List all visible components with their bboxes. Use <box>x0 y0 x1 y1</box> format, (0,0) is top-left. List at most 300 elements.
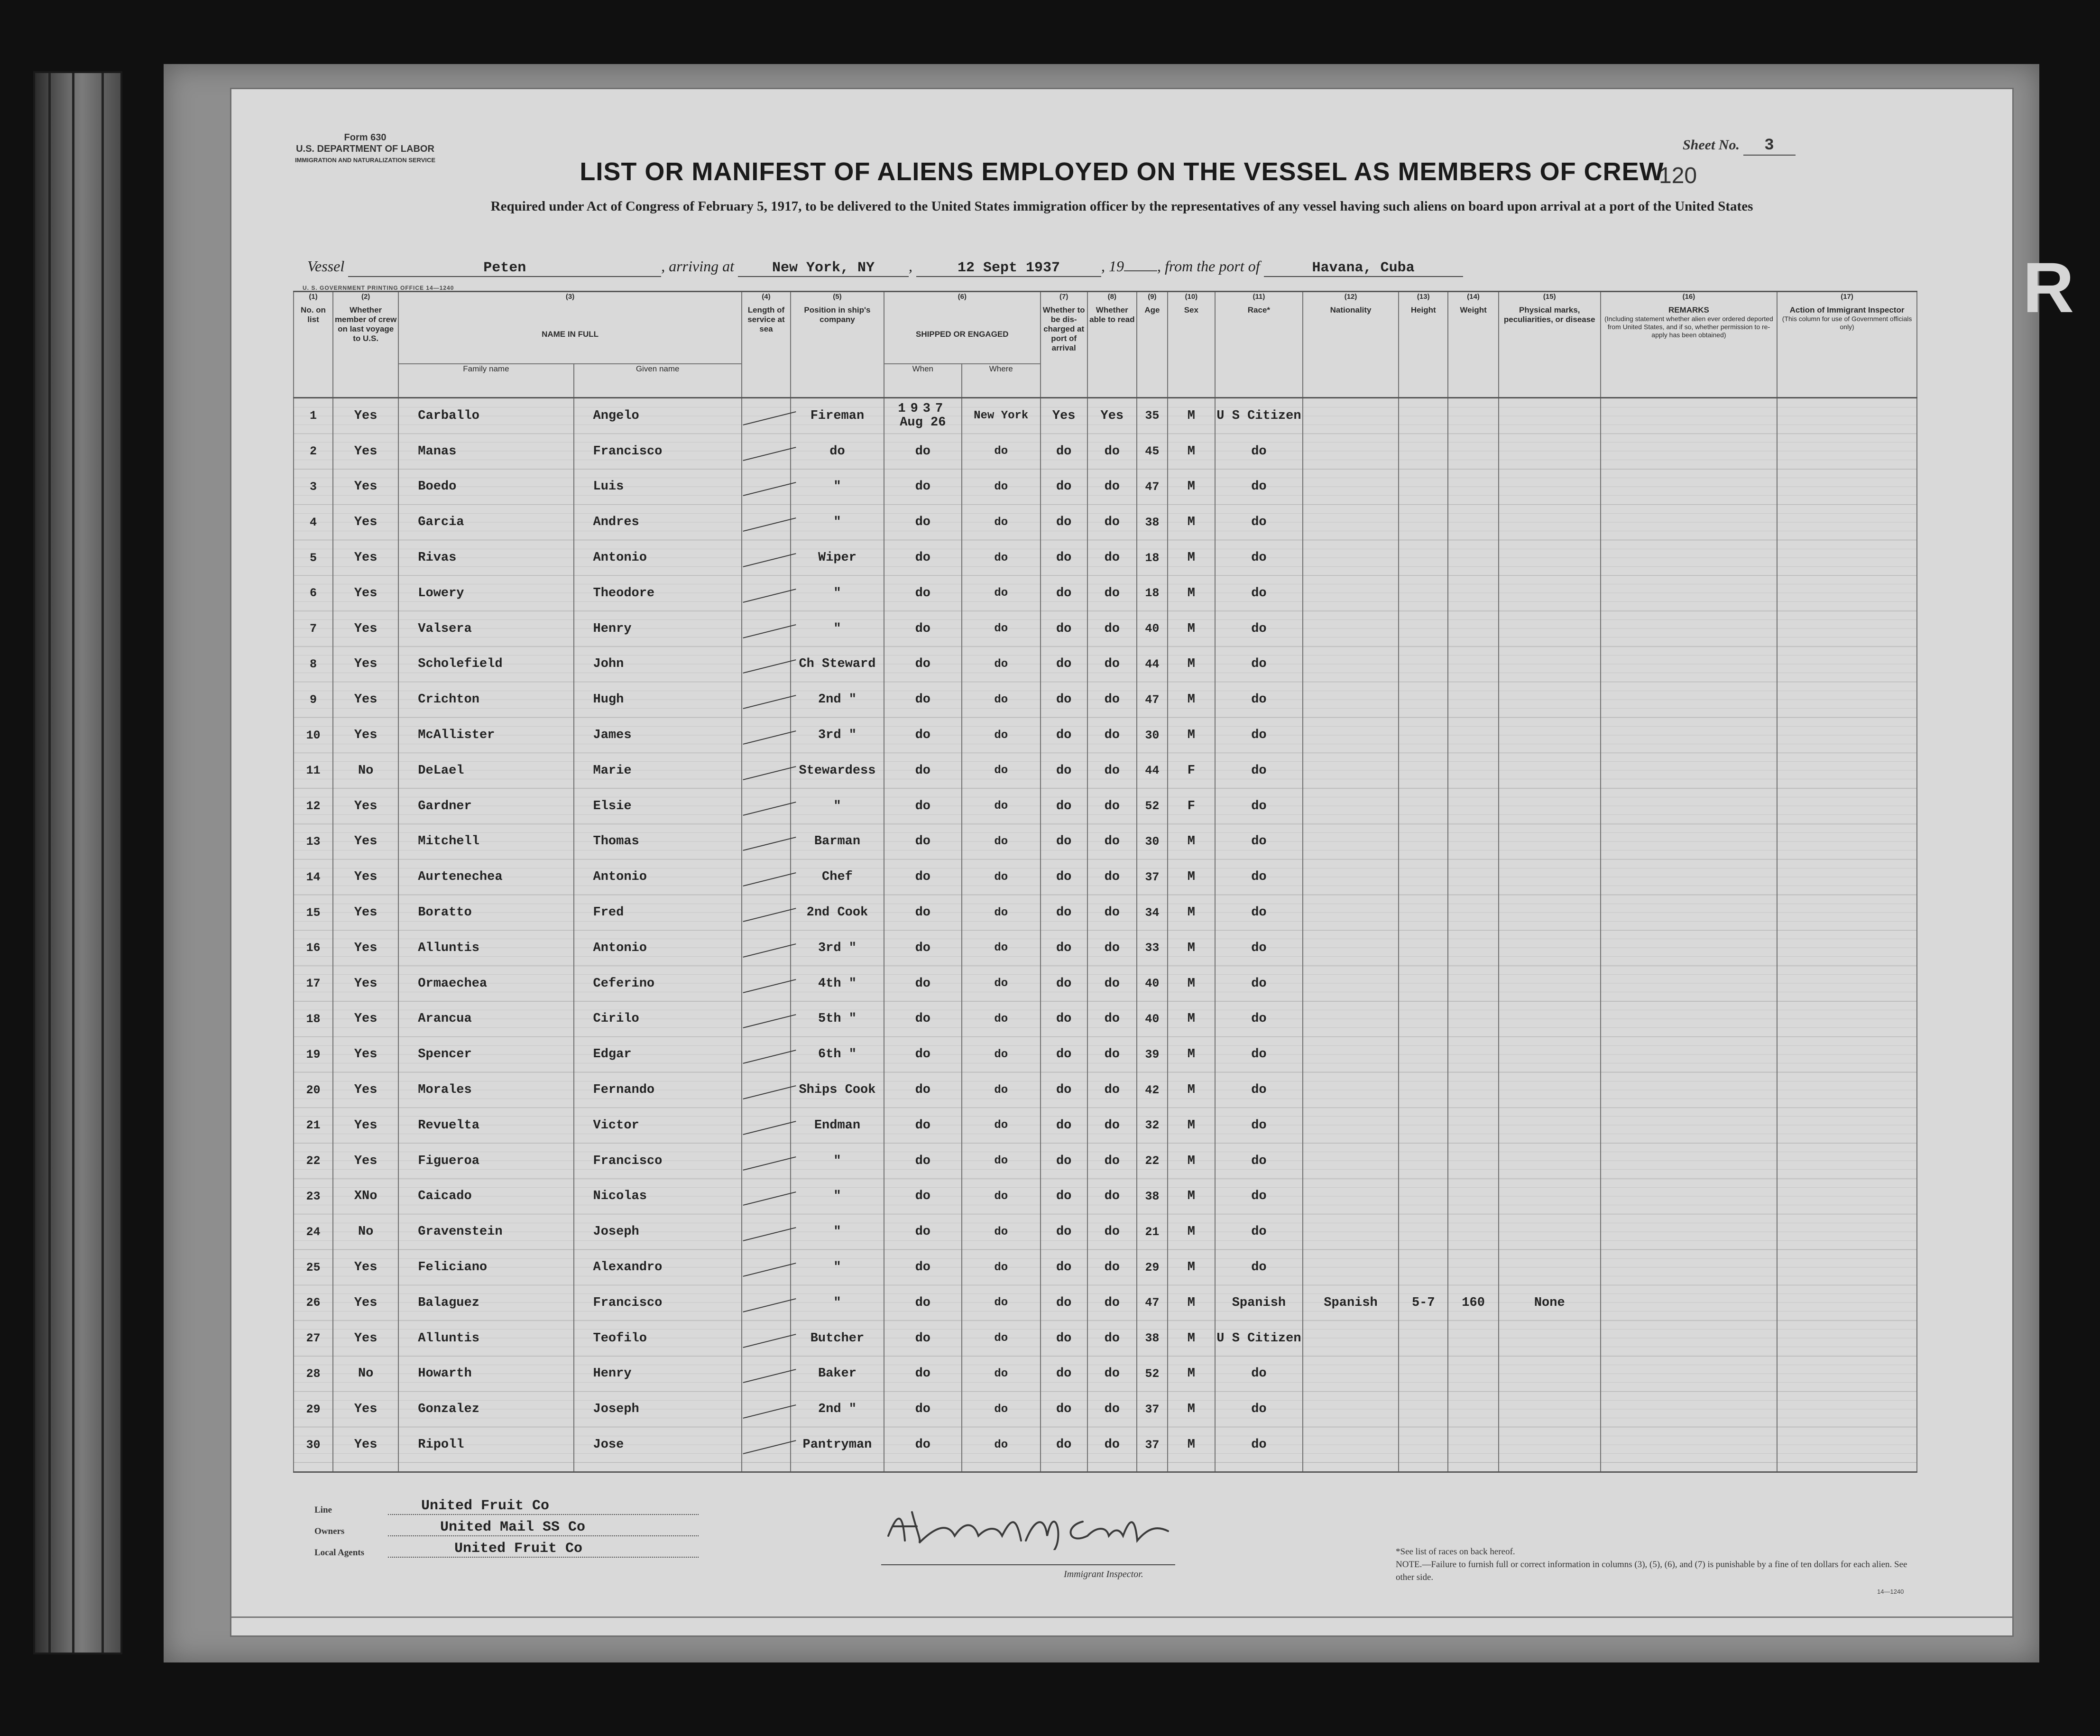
cell-nationality <box>1303 1179 1399 1214</box>
cell-remarks <box>1601 540 1777 576</box>
column-number: (2) <box>333 292 398 306</box>
cell-member-last-voyage: Yes <box>333 1250 398 1285</box>
cell-family-name: Valsera <box>398 611 573 646</box>
cell-discharged: do <box>1041 434 1087 469</box>
cell-physical-marks <box>1499 1143 1601 1179</box>
cell-position: Fireman <box>791 398 884 434</box>
cell-discharged: do <box>1041 1072 1087 1108</box>
bottom-cell <box>398 1462 573 1472</box>
cell-able-to-read: do <box>1087 1356 1137 1392</box>
cell-physical-marks <box>1499 930 1601 966</box>
print-code: 14—1240 <box>1877 1588 1904 1595</box>
cell-shipped-when: do <box>884 1143 962 1179</box>
cell-member-last-voyage: Yes <box>333 469 398 505</box>
cell-length-of-service <box>742 611 791 646</box>
cell-height <box>1399 1356 1448 1392</box>
agents-label <box>314 1548 364 1558</box>
cell-length-of-service <box>742 682 791 718</box>
cell-shipped-where: do <box>962 469 1041 505</box>
cell-height <box>1399 1001 1448 1037</box>
cell-row-number: 4 <box>294 505 333 540</box>
cell-length-of-service <box>742 646 791 682</box>
cell-weight: 160 <box>1448 1285 1498 1320</box>
dash-mark <box>743 660 796 674</box>
column-number: (6) <box>884 292 1041 306</box>
cell-given-name: Cirilo <box>574 1001 742 1037</box>
cell-row-number: 11 <box>294 753 333 788</box>
cell-sex: F <box>1168 753 1215 788</box>
cell-nationality <box>1303 718 1399 753</box>
cell-remarks <box>1601 966 1777 1001</box>
subheader-blank <box>1215 364 1303 380</box>
header-action-title: Action of Immigrant Inspector <box>1789 305 1905 314</box>
cell-physical-marks <box>1499 505 1601 540</box>
cell-physical-marks <box>1499 1427 1601 1463</box>
cell-age: 37 <box>1137 1392 1168 1427</box>
cell-discharged: do <box>1041 1427 1087 1463</box>
arrival-date: 12 Sept 1937 <box>916 260 1101 277</box>
header-remarks-note: (Including statement whether alien ever ordered deported from United States, and if so, whether permission to re-apply has been obtained) <box>1604 315 1773 339</box>
cell-family-name: Caicado <box>398 1179 573 1214</box>
header-sex: Sex <box>1168 305 1215 364</box>
cell-given-name: Jose <box>574 1427 742 1463</box>
signature-line <box>881 1564 1175 1565</box>
cell-sex: M <box>1168 1179 1215 1214</box>
cell-length-of-service <box>742 469 791 505</box>
cell-shipped-where: do <box>962 966 1041 1001</box>
note-fine: NOTE.—Failure to furnish full or correct information in columns (3), (5), (6), and (7) is punishable by a fine of ten dollars for each alien. See other side. <box>1396 1560 1907 1582</box>
dash-mark <box>743 482 796 497</box>
cell-given-name: James <box>574 718 742 753</box>
cell-height <box>1399 1392 1448 1427</box>
cell-height <box>1399 1072 1448 1108</box>
cell-nationality <box>1303 1001 1399 1037</box>
cell-nationality <box>1303 788 1399 824</box>
cell-physical-marks <box>1499 966 1601 1001</box>
cell-weight <box>1448 753 1498 788</box>
cell-shipped-when: do <box>884 682 962 718</box>
cell-discharged: do <box>1041 1179 1087 1214</box>
cell-shipped-when: do <box>884 540 962 576</box>
cell-row-number: 16 <box>294 930 333 966</box>
cell-given-name: Antonio <box>574 930 742 966</box>
cell-member-last-voyage: Yes <box>333 611 398 646</box>
cell-row-number: 29 <box>294 1392 333 1427</box>
cell-able-to-read: do <box>1087 1320 1137 1356</box>
cell-shipped-when: do <box>884 1250 962 1285</box>
cell-weight <box>1448 966 1498 1001</box>
cell-position: " <box>791 469 884 505</box>
cell-discharged: do <box>1041 788 1087 824</box>
gap-cell <box>333 380 398 398</box>
cell-nationality <box>1303 611 1399 646</box>
cell-given-name: Marie <box>574 753 742 788</box>
printing-office-line: U. S. GOVERNMENT PRINTING OFFICE 14—1240 <box>303 285 454 291</box>
cell-remarks <box>1601 718 1777 753</box>
cell-remarks <box>1601 1427 1777 1463</box>
cell-height <box>1399 1427 1448 1463</box>
dash-mark <box>743 553 796 567</box>
cell-sex: M <box>1168 859 1215 895</box>
cell-inspector-action <box>1777 1072 1917 1108</box>
agents-label-text: Local Agents <box>314 1548 365 1558</box>
cell-physical-marks <box>1499 469 1601 505</box>
cell-length-of-service <box>742 1427 791 1463</box>
bottom-cell <box>791 1462 884 1472</box>
cell-row-number: 6 <box>294 575 333 611</box>
cell-length-of-service <box>742 1214 791 1250</box>
gap-cell <box>1399 380 1448 398</box>
cell-length-of-service <box>742 398 791 434</box>
column-number: (7) <box>1041 292 1087 306</box>
cell-family-name: Figueroa <box>398 1143 573 1179</box>
cell-sex: M <box>1168 1285 1215 1320</box>
cell-able-to-read: do <box>1087 575 1137 611</box>
table-row <box>294 895 1917 931</box>
cell-inspector-action <box>1777 1356 1917 1392</box>
cell-remarks <box>1601 575 1777 611</box>
table-bottom-row <box>294 1462 1917 1472</box>
cell-length-of-service <box>742 1250 791 1285</box>
cell-race: do <box>1215 540 1303 576</box>
cell-shipped-where: do <box>962 718 1041 753</box>
cell-member-last-voyage: Yes <box>333 682 398 718</box>
cell-family-name: Manas <box>398 434 573 469</box>
header-position: Position in ship's company <box>791 305 884 364</box>
bottom-cell <box>1168 1462 1215 1472</box>
cell-inspector-action <box>1777 930 1917 966</box>
cell-row-number: 12 <box>294 788 333 824</box>
cell-given-name: Fernando <box>574 1072 742 1108</box>
cell-height <box>1399 1143 1448 1179</box>
cell-age: 47 <box>1137 682 1168 718</box>
cell-position: Wiper <box>791 540 884 576</box>
header-action-note: (This column for use of Government officials only) <box>1782 315 1912 331</box>
gap-cell <box>1777 380 1917 398</box>
table-row <box>294 540 1917 576</box>
sheet-number-value: 3 <box>1743 137 1796 156</box>
owners-company <box>388 1519 699 1536</box>
cell-inspector-action <box>1777 1320 1917 1356</box>
column-number: (3) <box>398 292 742 306</box>
cell-age: 39 <box>1137 1037 1168 1072</box>
cell-discharged: Yes <box>1041 398 1087 434</box>
cell-given-name: Victor <box>574 1108 742 1143</box>
cell-sex: M <box>1168 1108 1215 1143</box>
cell-weight <box>1448 682 1498 718</box>
cell-able-to-read: do <box>1087 1392 1137 1427</box>
bottom-cell <box>574 1462 742 1472</box>
table-row <box>294 611 1917 646</box>
cell-shipped-where: do <box>962 753 1041 788</box>
cell-age: 18 <box>1137 540 1168 576</box>
dash-mark <box>743 1050 796 1064</box>
subheader-blank <box>1137 364 1168 380</box>
cell-shipped-when: do <box>884 930 962 966</box>
cell-weight <box>1448 1356 1498 1392</box>
inspector-signature <box>884 1507 1173 1550</box>
column-number: (14) <box>1448 292 1498 306</box>
cell-able-to-read: do <box>1087 1037 1137 1072</box>
cell-able-to-read: do <box>1087 895 1137 931</box>
table-row <box>294 718 1917 753</box>
cell-discharged: do <box>1041 859 1087 895</box>
binder-rule <box>72 73 74 1653</box>
cell-physical-marks <box>1499 753 1601 788</box>
cell-given-name: Andres <box>574 505 742 540</box>
cell-age: 38 <box>1137 505 1168 540</box>
cell-discharged: do <box>1041 1001 1087 1037</box>
year-blank <box>1124 270 1157 271</box>
cell-discharged: do <box>1041 611 1087 646</box>
cell-height <box>1399 718 1448 753</box>
cell-given-name: Nicolas <box>574 1179 742 1214</box>
cell-race: do <box>1215 646 1303 682</box>
cell-weight <box>1448 611 1498 646</box>
cell-age: 42 <box>1137 1072 1168 1108</box>
cell-able-to-read: Yes <box>1087 398 1137 434</box>
cell-weight <box>1448 1392 1498 1427</box>
line-label <box>314 1505 332 1515</box>
dash-mark <box>743 1085 796 1099</box>
cell-given-name: Hugh <box>574 682 742 718</box>
cell-nationality <box>1303 895 1399 931</box>
cell-inspector-action <box>1777 895 1917 931</box>
cell-given-name: Antonio <box>574 540 742 576</box>
bottom-cell <box>884 1462 962 1472</box>
cell-remarks <box>1601 895 1777 931</box>
cell-length-of-service <box>742 1285 791 1320</box>
cell-weight <box>1448 1072 1498 1108</box>
cell-family-name: Gravenstein <box>398 1214 573 1250</box>
service-name: IMMIGRATION AND NATURALIZATION SERVICE <box>295 157 436 164</box>
cell-weight <box>1448 1037 1498 1072</box>
cell-member-last-voyage: No <box>333 753 398 788</box>
cell-member-last-voyage: Yes <box>333 859 398 895</box>
dash-mark <box>743 1121 796 1135</box>
gap-cell <box>398 380 573 398</box>
cell-sex: M <box>1168 1250 1215 1285</box>
cell-remarks <box>1601 1214 1777 1250</box>
cell-remarks <box>1601 1250 1777 1285</box>
cell-inspector-action <box>1777 1037 1917 1072</box>
owners-label <box>314 1526 344 1537</box>
gap-cell <box>884 380 962 398</box>
gap-cell <box>1137 380 1168 398</box>
cell-remarks <box>1601 753 1777 788</box>
cell-inspector-action <box>1777 1143 1917 1179</box>
cell-shipped-when: do <box>884 1108 962 1143</box>
cell-row-number: 19 <box>294 1037 333 1072</box>
header-member-last-voyage: Whether member of crew on last voyage to U.S. <box>333 305 398 364</box>
cell-physical-marks <box>1499 434 1601 469</box>
table-row <box>294 788 1917 824</box>
cell-discharged: do <box>1041 1250 1087 1285</box>
cell-remarks <box>1601 611 1777 646</box>
cell-member-last-voyage: Yes <box>333 895 398 931</box>
cell-height <box>1399 824 1448 859</box>
cell-remarks <box>1601 859 1777 895</box>
cell-member-last-voyage: Yes <box>333 1037 398 1072</box>
cell-shipped-where: do <box>962 575 1041 611</box>
cell-discharged: do <box>1041 1037 1087 1072</box>
agents-company-text: United Fruit Co <box>454 1541 583 1557</box>
gap-cell <box>1041 380 1087 398</box>
cell-member-last-voyage: Yes <box>333 718 398 753</box>
column-number-row <box>294 292 1917 306</box>
cell-age: 40 <box>1137 966 1168 1001</box>
dash-mark <box>743 837 796 851</box>
cell-physical-marks <box>1499 611 1601 646</box>
cell-sex: M <box>1168 824 1215 859</box>
line-label-text: Line <box>314 1505 332 1515</box>
cell-remarks <box>1601 505 1777 540</box>
cell-sex: M <box>1168 1427 1215 1463</box>
cell-discharged: do <box>1041 718 1087 753</box>
cell-able-to-read: do <box>1087 1108 1137 1143</box>
sheet-bottom-rule <box>231 1616 2012 1618</box>
cell-inspector-action <box>1777 575 1917 611</box>
cell-sex: M <box>1168 966 1215 1001</box>
cell-position: 5th " <box>791 1001 884 1037</box>
cell-inspector-action <box>1777 434 1917 469</box>
table-row <box>294 1285 1917 1320</box>
cell-given-name: Francisco <box>574 1143 742 1179</box>
cell-race: do <box>1215 859 1303 895</box>
inspector-label: Immigrant Inspector. <box>1064 1569 1143 1579</box>
cell-discharged: do <box>1041 1108 1087 1143</box>
cell-sex: M <box>1168 1392 1215 1427</box>
cell-race: U S Citizen <box>1215 398 1303 434</box>
cell-shipped-when: do <box>884 1214 962 1250</box>
cell-discharged: do <box>1041 575 1087 611</box>
cell-sex: M <box>1168 718 1215 753</box>
cell-inspector-action <box>1777 859 1917 895</box>
cell-physical-marks <box>1499 1037 1601 1072</box>
cell-discharged: do <box>1041 505 1087 540</box>
cell-height <box>1399 859 1448 895</box>
cell-shipped-where: do <box>962 434 1041 469</box>
cell-shipped-when: do <box>884 1037 962 1072</box>
cell-position: " <box>791 1250 884 1285</box>
bottom-cell <box>742 1462 791 1472</box>
cell-row-number: 7 <box>294 611 333 646</box>
cell-nationality <box>1303 930 1399 966</box>
bottom-cell <box>1215 1462 1303 1472</box>
cell-remarks <box>1601 930 1777 966</box>
cell-race: do <box>1215 682 1303 718</box>
cell-remarks <box>1601 1320 1777 1356</box>
cell-row-number: 25 <box>294 1250 333 1285</box>
cell-shipped-when: do <box>884 824 962 859</box>
dash-mark <box>743 1440 796 1454</box>
cell-physical-marks <box>1499 1356 1601 1392</box>
cell-remarks <box>1601 1392 1777 1427</box>
table-row <box>294 1214 1917 1250</box>
cell-weight <box>1448 1214 1498 1250</box>
cell-remarks <box>1601 788 1777 824</box>
owners-label-text: Owners <box>314 1526 345 1536</box>
cell-inspector-action <box>1777 1427 1917 1463</box>
cell-sex: M <box>1168 1072 1215 1108</box>
cell-length-of-service <box>742 1392 791 1427</box>
header-age: Age <box>1137 305 1168 364</box>
cell-race: do <box>1215 505 1303 540</box>
table-row <box>294 1427 1917 1463</box>
cell-shipped-where: do <box>962 1143 1041 1179</box>
crew-manifest-table <box>293 291 1917 1473</box>
table-row <box>294 469 1917 505</box>
cell-able-to-read: do <box>1087 1250 1137 1285</box>
table-row <box>294 682 1917 718</box>
cell-nationality <box>1303 682 1399 718</box>
gap-cell <box>1499 380 1601 398</box>
form-notes <box>1396 1545 1917 1584</box>
cell-position: " <box>791 575 884 611</box>
cell-length-of-service <box>742 859 791 895</box>
cell-nationality <box>1303 1427 1399 1463</box>
cell-shipped-where: do <box>962 1250 1041 1285</box>
cell-family-name: Lowery <box>398 575 573 611</box>
cell-row-number: 8 <box>294 646 333 682</box>
cell-remarks <box>1601 1072 1777 1108</box>
cell-physical-marks <box>1499 1001 1601 1037</box>
cell-row-number: 13 <box>294 824 333 859</box>
cell-height <box>1399 682 1448 718</box>
cell-physical-marks <box>1499 575 1601 611</box>
cell-row-number: 24 <box>294 1214 333 1250</box>
cell-discharged: do <box>1041 1285 1087 1320</box>
cell-shipped-when: do <box>884 753 962 788</box>
cell-family-name: Aurtenechea <box>398 859 573 895</box>
cell-inspector-action <box>1777 788 1917 824</box>
cell-family-name: Garcia <box>398 505 573 540</box>
cell-shipped-where: do <box>962 1214 1041 1250</box>
cell-discharged: do <box>1041 753 1087 788</box>
cell-nationality <box>1303 505 1399 540</box>
shipped-when-value: Aug 26 <box>900 415 946 430</box>
cell-nationality <box>1303 824 1399 859</box>
cell-shipped-when: do <box>884 434 962 469</box>
cell-remarks <box>1601 1285 1777 1320</box>
subheader-given-name: Given name <box>574 364 742 380</box>
cell-race: do <box>1215 824 1303 859</box>
cell-member-last-voyage: No <box>333 1214 398 1250</box>
cell-nationality <box>1303 1108 1399 1143</box>
cell-sex: M <box>1168 1037 1215 1072</box>
header-no-on-list: No. on list <box>294 305 333 364</box>
cell-position: 3rd " <box>791 718 884 753</box>
subheader-blank <box>742 364 791 380</box>
cell-family-name: Ripoll <box>398 1427 573 1463</box>
cell-age: 35 <box>1137 398 1168 434</box>
cell-given-name: Henry <box>574 611 742 646</box>
subheader-blank <box>791 364 884 380</box>
cell-race: do <box>1215 1108 1303 1143</box>
cell-shipped-when: do <box>884 1285 962 1320</box>
cell-shipped-when: do <box>884 611 962 646</box>
cell-race: do <box>1215 966 1303 1001</box>
cell-race: do <box>1215 611 1303 646</box>
cell-able-to-read: do <box>1087 859 1137 895</box>
cell-family-name: Howarth <box>398 1356 573 1392</box>
cell-nationality <box>1303 540 1399 576</box>
bottom-cell <box>1448 1462 1498 1472</box>
cell-weight <box>1448 1250 1498 1285</box>
dash-mark <box>743 1369 796 1384</box>
cell-family-name: McAllister <box>398 718 573 753</box>
cell-height <box>1399 469 1448 505</box>
